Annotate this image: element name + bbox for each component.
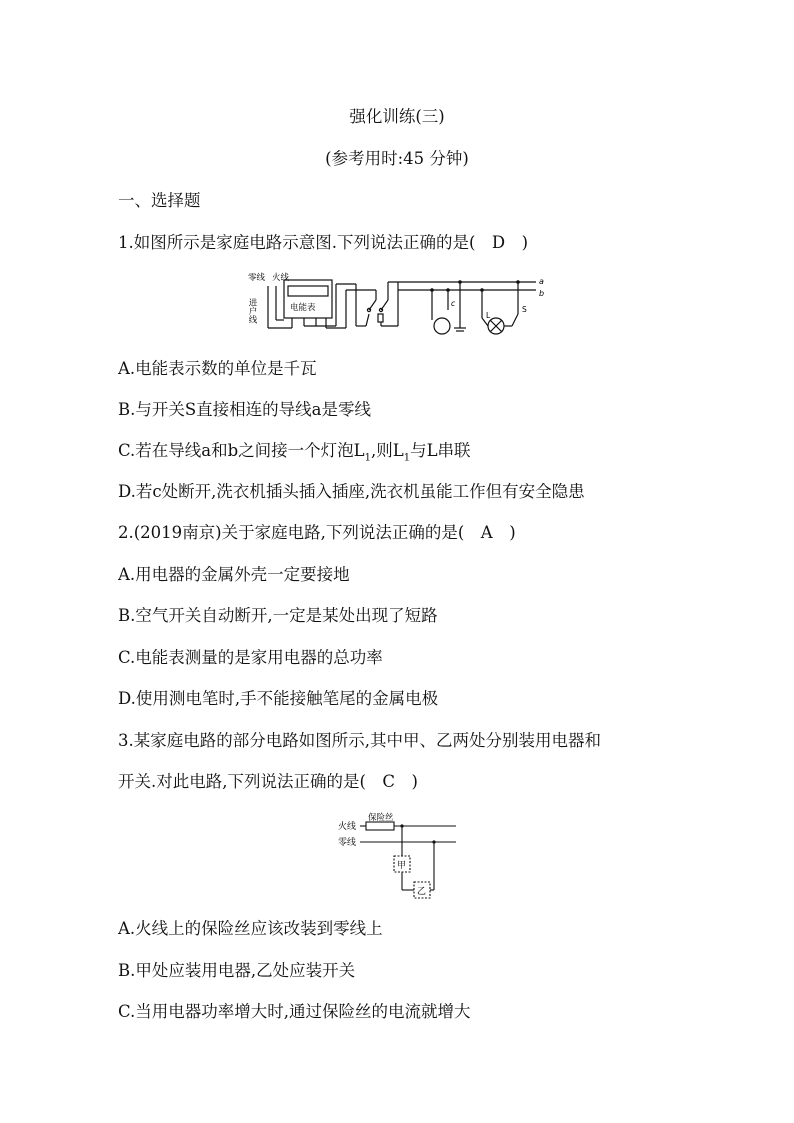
figure-1-label-S: S xyxy=(522,305,527,314)
figure-2-label-jia: 甲 xyxy=(397,861,407,871)
figure-1-label-inlet: 进户线 xyxy=(247,298,257,324)
question-2-option-c: C.电能表测量的是家用电器的总功率 xyxy=(118,648,383,667)
question-3-stem-line-1: 3.某家庭电路的部分电路如图所示,其中甲、乙两处分别装用电器和 xyxy=(118,731,601,750)
page-subtitle: (参考用时:45 分钟) xyxy=(325,149,469,168)
figure-1-label-live: 火线 xyxy=(272,273,290,283)
question-1-option-c: C.若在导线a和b之间接一个灯泡$L_1$,则$L_1$与L串联 xyxy=(118,441,471,464)
page-title: 强化训练(三) xyxy=(349,107,445,126)
question-1-option-a: A.电能表示数的单位是千瓦 xyxy=(118,359,317,378)
figure-2-fuse-circuit xyxy=(336,812,462,902)
section-heading: 一、选择题 xyxy=(118,191,201,210)
question-3-option-c: C.当用电器功率增大时,通过保险丝的电流就增大 xyxy=(118,1002,471,1021)
question-1-option-b: B.与开关S直接相连的导线a是零线 xyxy=(118,400,372,419)
figure-1-label-L: L xyxy=(486,311,491,320)
question-3-option-b: B.甲处应装用电器,乙处应装开关 xyxy=(118,961,356,980)
figure-1-label-c: c xyxy=(451,299,456,308)
figure-2-label-neutral: 零线 xyxy=(338,838,357,848)
question-2-stem: 2.(2019南京)关于家庭电路,下列说法正确的是( A ) xyxy=(118,523,516,542)
figure-2-label-fuse: 保险丝 xyxy=(368,813,394,823)
question-3-stem-line-2: 开关.对此电路,下列说法正确的是( C ) xyxy=(118,772,418,791)
question-2-option-b: B.空气开关自动断开,一定是某处出现了短路 xyxy=(118,606,438,625)
figure-2-label-yi: 乙 xyxy=(417,887,427,897)
figure-1-label-b: b xyxy=(539,289,545,298)
figure-2-label-live: 火线 xyxy=(338,822,357,832)
question-2-option-a: A.用电器的金属外壳一定要接地 xyxy=(118,565,350,584)
question-1-option-d: D.若c处断开,洗衣机插头插入插座,洗衣机虽能工作但有安全隐患 xyxy=(118,482,585,501)
figure-1-label-a: a xyxy=(539,277,544,286)
figure-1-household-circuit xyxy=(246,270,552,340)
question-2-option-d: D.使用测电笔时,手不能接触笔尾的金属电极 xyxy=(118,689,439,708)
question-3-option-a: A.火线上的保险丝应该改装到零线上 xyxy=(118,919,383,938)
figure-1-label-meter: 电能表 xyxy=(290,303,316,313)
question-1-stem: 1.如图所示是家庭电路示意图.下列说法正确的是( D ) xyxy=(118,233,529,252)
figure-1-label-neutral: 零线 xyxy=(248,273,266,283)
